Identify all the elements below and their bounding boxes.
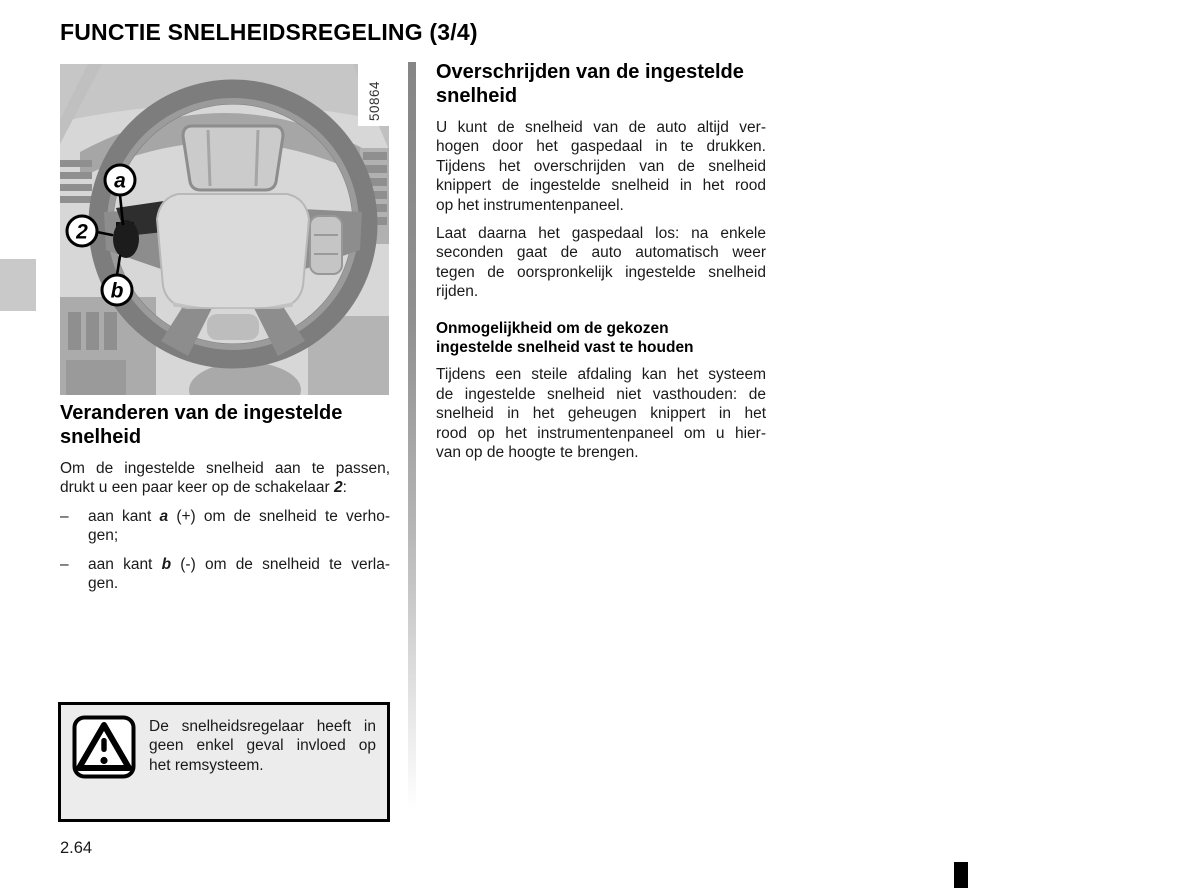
- callout-2: [67, 216, 97, 246]
- left-column: [60, 401, 390, 602]
- subheading-onmogelijkheid: Onmogelijkheid om de gekozen ingestelde snelheid vast te houden: [436, 319, 694, 357]
- list-item-verhogen-text: aan kant a (+) om de snelheid te verho- gen;: [88, 507, 390, 545]
- section-heading-veranderen: Veranderen van de ingestelde snelheid: [60, 402, 343, 448]
- callout-b: [102, 275, 132, 305]
- callout-2-label: 2: [76, 220, 88, 244]
- section-heading-overschrijden: Overschrijden van de ingestelde snelheid: [436, 61, 744, 107]
- figure-ref-number-text: 50864: [367, 80, 382, 121]
- callout-a: [105, 165, 135, 195]
- steering-wheel-figure: [60, 64, 389, 395]
- page-number: 2.64: [60, 839, 93, 857]
- page-edge-marker: [954, 862, 968, 888]
- list-item-verlagen-text: aan kant b (-) om de snelheid te verla- gen.: [88, 555, 390, 593]
- chapter-tab-marker: [0, 259, 36, 311]
- callout-a-label: a: [114, 169, 126, 193]
- warning-text: De snelheidsregelaar heeft in geen enkel geval invloed op het remsysteem.: [149, 718, 376, 774]
- figure-ref-number: [358, 64, 389, 126]
- list-item-verlagen: [60, 555, 390, 594]
- list-dash-marker: –: [60, 555, 69, 573]
- paragraph-veranderen-intro: Om de ingestelde snelheid aan te passen, drukt u een paar keer op de schakelaar 2:: [60, 460, 390, 497]
- warning-box: [58, 702, 390, 822]
- right-column: [436, 60, 766, 463]
- cruise-switch-knob: [113, 220, 139, 258]
- list-dash-marker: –: [60, 507, 69, 525]
- warning-triangle-icon: [72, 715, 136, 779]
- paragraph-overschrijden-2: Laat daarna het gaspedaal los: na enkele seconden gaat de auto automatisch weer tegen de oorspronkelijk ingestelde snelheid rijden.: [436, 225, 766, 301]
- column-divider: [408, 62, 416, 809]
- page-title: FUNCTIE SNELHEIDSREGELING (3/4): [60, 19, 478, 45]
- list-item-verhogen: [60, 507, 390, 546]
- paragraph-onmogelijkheid: Tijdens een steile afdaling kan het systeem de ingestelde snelheid niet vasthouden: de snelheid in het geheugen knippert in het rood op het instrumentenpaneel om u hier- van op de hoogte te brengen.: [436, 366, 766, 462]
- paragraph-overschrijden-1: U kunt de snelheid van de auto altijd ver- hogen door het gaspedaal in te drukken. Tijdens het overschrijden van de snelheid knippert de ingestelde snelheid in het rood op het instrumentenpaneel.: [436, 119, 766, 214]
- callout-b-label: b: [110, 279, 124, 303]
- steering-wheel-illustration: [60, 64, 389, 395]
